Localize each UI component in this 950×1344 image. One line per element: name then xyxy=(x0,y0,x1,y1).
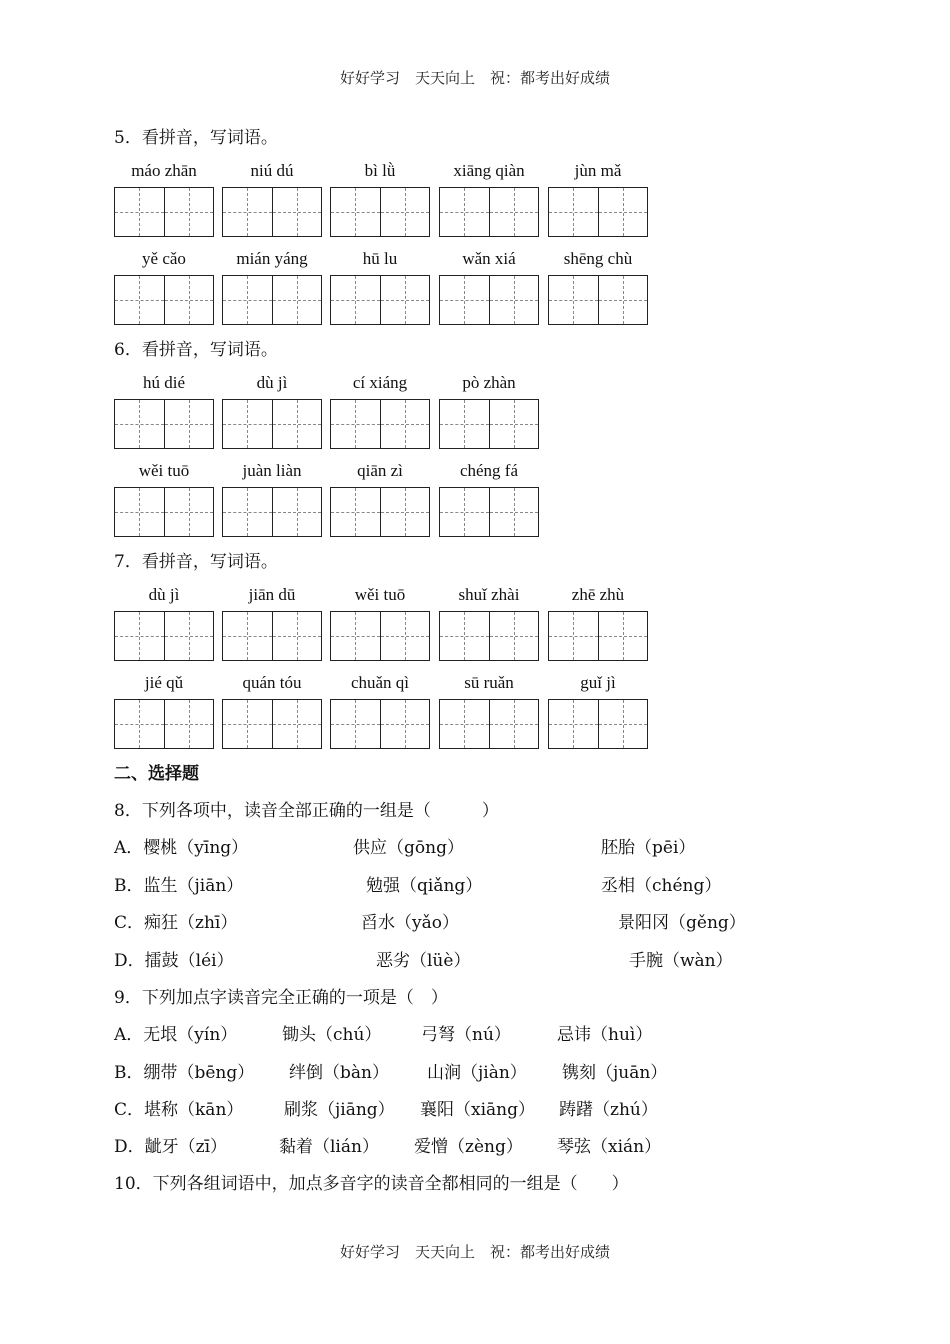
writing-grid[interactable] xyxy=(439,399,539,449)
q8-option-d1: D．擂鼓（léi） xyxy=(114,951,234,971)
pinyin-label: dù jì xyxy=(148,585,180,604)
writing-cell[interactable] xyxy=(273,612,321,660)
writing-cell[interactable] xyxy=(115,700,165,748)
writing-grid[interactable] xyxy=(114,611,214,661)
writing-cell[interactable] xyxy=(165,400,213,448)
q9-option-d3: 爱憎（zèng） xyxy=(414,1137,523,1157)
writing-cell[interactable] xyxy=(223,276,273,324)
q9-option-b4: 镌刻（juān） xyxy=(562,1063,668,1083)
q9-option-d2: 黏着（lián） xyxy=(279,1137,379,1157)
writing-grid[interactable] xyxy=(548,187,648,237)
q8-option-a2: 供应（gōng） xyxy=(353,838,464,858)
writing-grid[interactable] xyxy=(439,699,539,749)
writing-cell[interactable] xyxy=(115,188,165,236)
pinyin-label: jié qǔ xyxy=(144,673,184,692)
writing-cell[interactable] xyxy=(331,612,381,660)
writing-cell[interactable] xyxy=(440,276,490,324)
writing-cell[interactable] xyxy=(381,612,429,660)
pinyin-label: cí xiáng xyxy=(352,373,408,392)
pinyin-label: zhē zhù xyxy=(571,585,625,604)
writing-cell[interactable] xyxy=(223,612,273,660)
writing-cell[interactable] xyxy=(490,400,538,448)
pinyin-label: quán tóu xyxy=(242,673,302,692)
pinyin-label: jiān dū xyxy=(248,585,296,604)
writing-grid[interactable] xyxy=(222,487,322,537)
writing-grid[interactable] xyxy=(114,699,214,749)
q10-stem: 10．下列各组词语中，加点多音字的读音全都相同的一组是（ ） xyxy=(114,1174,629,1194)
writing-grid[interactable] xyxy=(222,611,322,661)
pinyin-label: hū lu xyxy=(362,249,398,268)
q8-stem: 8．下列各项中，读音全部正确的一组是（ ） xyxy=(114,801,499,821)
writing-cell[interactable] xyxy=(490,700,538,748)
writing-grid[interactable] xyxy=(330,487,430,537)
pinyin-label: hú dié xyxy=(142,373,186,392)
writing-cell[interactable] xyxy=(549,276,599,324)
q8-option-c1: C．痴狂（zhī） xyxy=(114,913,238,933)
writing-cell[interactable] xyxy=(273,488,321,536)
q9-option-a3: 弓弩（nú） xyxy=(421,1025,511,1045)
writing-grid[interactable] xyxy=(330,611,430,661)
q9-option-b1: B．绷带（bēng） xyxy=(114,1063,255,1083)
q9-option-b2: 绊倒（bàn） xyxy=(289,1063,389,1083)
writing-grid[interactable] xyxy=(439,611,539,661)
writing-cell[interactable] xyxy=(115,612,165,660)
writing-cell[interactable] xyxy=(165,488,213,536)
writing-cell[interactable] xyxy=(549,612,599,660)
writing-grid[interactable] xyxy=(114,187,214,237)
q7-title: 7．看拼音，写词语。 xyxy=(114,552,278,572)
writing-cell[interactable] xyxy=(490,488,538,536)
writing-cell[interactable] xyxy=(599,700,647,748)
writing-cell[interactable] xyxy=(273,700,321,748)
pinyin-label: juàn liàn xyxy=(242,461,302,480)
writing-cell[interactable] xyxy=(223,488,273,536)
q9-option-c1: C．堪称（kān） xyxy=(114,1100,244,1120)
writing-grid[interactable] xyxy=(114,399,214,449)
writing-cell[interactable] xyxy=(273,276,321,324)
q8-option-b1: B．监生（jiān） xyxy=(114,876,244,896)
pinyin-label: chéng fá xyxy=(459,461,519,480)
q9-option-a4: 忌讳（huì） xyxy=(557,1025,653,1045)
writing-cell[interactable] xyxy=(381,700,429,748)
pinyin-label: guǐ jì xyxy=(580,673,616,692)
q8-option-a1: A．樱桃（yīng） xyxy=(114,838,249,858)
page-footer: 好好学习 天天向上 祝：都考出好成绩 xyxy=(339,1243,610,1261)
writing-cell[interactable] xyxy=(115,488,165,536)
q9-stem: 9．下列加点字读音完全正确的一项是（ ） xyxy=(114,988,448,1008)
writing-grid[interactable] xyxy=(439,487,539,537)
q8-option-c3: 景阳冈（gěng） xyxy=(618,913,746,933)
pinyin-label: xiāng qiàn xyxy=(453,161,525,180)
writing-cell[interactable] xyxy=(440,612,490,660)
q9-option-c3: 襄阳（xiāng） xyxy=(420,1100,535,1120)
writing-cell[interactable] xyxy=(549,188,599,236)
pinyin-label: shuǐ zhài xyxy=(458,585,520,604)
pinyin-label: chuǎn qì xyxy=(350,673,410,692)
writing-cell[interactable] xyxy=(490,188,538,236)
writing-grid[interactable] xyxy=(439,187,539,237)
writing-cell[interactable] xyxy=(165,612,213,660)
writing-grid[interactable] xyxy=(330,399,430,449)
pinyin-label: bì lǜ xyxy=(364,161,396,180)
writing-cell[interactable] xyxy=(331,488,381,536)
writing-cell[interactable] xyxy=(490,276,538,324)
writing-cell[interactable] xyxy=(599,276,647,324)
writing-cell[interactable] xyxy=(223,700,273,748)
pinyin-label: niú dú xyxy=(250,161,294,180)
pinyin-label: wěi tuō xyxy=(354,585,406,604)
q9-option-c2: 刷浆（jiāng） xyxy=(284,1100,395,1120)
writing-grid[interactable] xyxy=(114,275,214,325)
writing-cell[interactable] xyxy=(331,700,381,748)
pinyin-label: qiān zì xyxy=(357,461,403,480)
writing-cell[interactable] xyxy=(440,488,490,536)
writing-grid[interactable] xyxy=(548,275,648,325)
pinyin-label: mián yáng xyxy=(236,249,308,268)
writing-cell[interactable] xyxy=(331,276,381,324)
q9-option-c4: 踌躇（zhú） xyxy=(559,1100,658,1120)
writing-cell[interactable] xyxy=(599,612,647,660)
writing-grid[interactable] xyxy=(114,487,214,537)
writing-cell[interactable] xyxy=(115,276,165,324)
q8-option-c2: 舀水（yǎo） xyxy=(361,913,459,933)
writing-grid[interactable] xyxy=(222,699,322,749)
pinyin-label: jùn mǎ xyxy=(574,161,622,180)
q9-option-a1: A．无垠（yín） xyxy=(114,1025,238,1045)
writing-cell[interactable] xyxy=(549,700,599,748)
writing-cell[interactable] xyxy=(440,400,490,448)
pinyin-label: shēng chù xyxy=(563,249,633,268)
writing-cell[interactable] xyxy=(223,400,273,448)
writing-cell[interactable] xyxy=(331,188,381,236)
writing-grid[interactable] xyxy=(439,275,539,325)
q5-title: 5．看拼音，写词语。 xyxy=(114,128,278,148)
writing-grid[interactable] xyxy=(330,275,430,325)
writing-grid[interactable] xyxy=(330,187,430,237)
writing-grid[interactable] xyxy=(548,611,648,661)
writing-grid[interactable] xyxy=(330,699,430,749)
writing-cell[interactable] xyxy=(490,612,538,660)
writing-cell[interactable] xyxy=(381,400,429,448)
writing-cell[interactable] xyxy=(331,400,381,448)
q8-option-a3: 胚胎（pēi） xyxy=(601,838,696,858)
writing-grid[interactable] xyxy=(222,187,322,237)
pinyin-label: wěi tuō xyxy=(138,461,190,480)
writing-cell[interactable] xyxy=(381,488,429,536)
page-header: 好好学习 天天向上 祝：都考出好成绩 xyxy=(339,69,610,87)
q8-option-b3: 丞相（chéng） xyxy=(601,876,722,896)
q8-option-b2: 勉强（qiǎng） xyxy=(366,876,483,896)
writing-cell[interactable] xyxy=(599,188,647,236)
section-title: 二、选择题 xyxy=(114,764,199,784)
q9-option-d1: D．龇牙（zī） xyxy=(114,1137,228,1157)
writing-cell[interactable] xyxy=(381,188,429,236)
writing-cell[interactable] xyxy=(440,188,490,236)
q8-option-d2: 恶劣（lüè） xyxy=(376,951,471,971)
pinyin-label: máo zhān xyxy=(131,161,197,180)
pinyin-label: wǎn xiá xyxy=(462,249,516,268)
writing-cell[interactable] xyxy=(273,188,321,236)
q9-option-b3: 山涧（jiàn） xyxy=(427,1063,527,1083)
writing-cell[interactable] xyxy=(223,188,273,236)
writing-cell[interactable] xyxy=(381,276,429,324)
pinyin-label: yě cǎo xyxy=(142,249,186,268)
writing-grid[interactable] xyxy=(222,399,322,449)
writing-cell[interactable] xyxy=(165,188,213,236)
writing-cell[interactable] xyxy=(165,276,213,324)
q9-option-d4: 琴弦（xián） xyxy=(557,1137,662,1157)
writing-cell[interactable] xyxy=(115,400,165,448)
writing-cell[interactable] xyxy=(165,700,213,748)
q9-option-a2: 锄头（chú） xyxy=(282,1025,382,1045)
pinyin-label: sū ruǎn xyxy=(464,673,514,692)
writing-grid[interactable] xyxy=(548,699,648,749)
pinyin-label: dù jì xyxy=(256,373,288,392)
q8-option-d3: 手腕（wàn） xyxy=(629,951,733,971)
writing-cell[interactable] xyxy=(273,400,321,448)
writing-grid[interactable] xyxy=(222,275,322,325)
writing-cell[interactable] xyxy=(440,700,490,748)
q6-title: 6．看拼音，写词语。 xyxy=(114,340,278,360)
pinyin-label: pò zhàn xyxy=(462,373,516,392)
